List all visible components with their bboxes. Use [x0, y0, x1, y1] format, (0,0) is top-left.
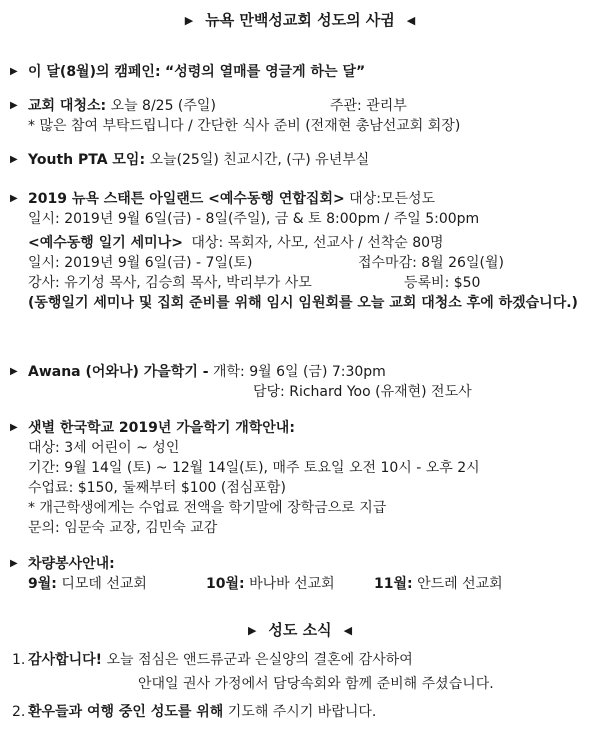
news-text: 기도해 주시기 바랍니다. — [227, 704, 377, 720]
korean-school-section — [10, 418, 588, 538]
awana-section — [10, 362, 588, 402]
awana-label: Awana (어와나) 가을학기 - — [28, 364, 209, 380]
page-header — [0, 10, 600, 31]
news-bold: 환우들과 여행 중인 성도를 위해 — [28, 704, 224, 720]
cleaning-label: 교회 대청소: — [28, 98, 107, 114]
seminar-title: <예수동행 일기 세미나> — [28, 235, 183, 251]
vehicle-item: 10월: 바나바 선교회 — [206, 576, 335, 592]
news-text-continued: 안대일 권사 가정에서 담당속회와 함께 준비해 주셨습니다. — [138, 676, 494, 692]
awana-lead: 담당: Richard Yoo (유재현) 전도사 — [253, 384, 472, 400]
news-title: 성도 소식 — [268, 621, 332, 639]
right-triangle-icon: ▶ — [247, 624, 257, 637]
campaign-text: “성령의 열매를 영글게 하는 달” — [165, 64, 366, 80]
news-bold: 감사합니다! — [28, 652, 103, 668]
seminar-fee: 등록비: $50 — [404, 275, 481, 291]
page-title: 뉴욕 만백성교회 성도의 사귐 — [205, 11, 395, 29]
cleaning-section — [10, 96, 588, 136]
school-fee: 수업료: $150, 둘째부터 $100 (점심포함) — [28, 480, 286, 496]
left-triangle-icon: ◀ — [343, 624, 353, 637]
vehicle-item: 11월: 안드레 선교회 — [374, 576, 503, 592]
seminar-date: 일시: 2019년 9월 6일(금) - 7일(토) — [28, 255, 253, 271]
bullet-icon: ▶ — [10, 66, 18, 77]
seminar-deadline: 접수마감: 8월 26일(월) — [358, 255, 504, 271]
island-section — [10, 189, 588, 313]
seminar-speakers: 강사: 유기성 목사, 김승희 목사, 박리부가 사모 — [28, 275, 312, 291]
school-target: 대상: 3세 어린이 ~ 성인 — [28, 440, 180, 456]
news-number: 2. — [12, 704, 26, 720]
vehicle-section — [10, 554, 588, 594]
youth-label: Youth PTA 모임: — [28, 152, 146, 168]
island-title: 2019 뉴욕 스태튼 아일랜드 <예수동행 연합집회> — [28, 191, 345, 207]
news-item — [12, 702, 588, 722]
island-target: 대상:모든성도 — [349, 191, 436, 207]
bullet-icon: ▶ — [10, 558, 18, 569]
school-period: 기간: 9월 14일 (토) ~ 12월 14일(토), 매주 토요일 오전 10시 - 오후 2시 — [28, 460, 480, 476]
news-text: 오늘 점심은 앤드류군과 은실양의 결혼에 감사하여 — [106, 652, 413, 668]
vehicle-item: 9월: 디모데 선교회 — [28, 576, 147, 592]
island-schedule: 일시: 2019년 9월 6일(금) - 8일(주일), 금 & 토 8:00pm / 주일 5:00pm — [28, 211, 480, 227]
news-header — [0, 620, 600, 641]
campaign-label: 이 달(8월)의 캠페인: — [28, 64, 161, 80]
youth-section — [10, 150, 588, 170]
cleaning-host: 주관: 관리부 — [330, 98, 407, 114]
awana-open: 개학: 9월 6일 (금) 7:30pm — [212, 364, 386, 380]
island-notice: (동행일기 세미나 및 집회 준비를 위해 임시 임원회를 오늘 교회 대청소 후에 하겠습니다.) — [28, 295, 578, 311]
bullet-icon: ▶ — [10, 193, 18, 204]
school-note: * 개근학생에게는 수업료 전액을 학기말에 장학금으로 지급 — [28, 500, 387, 516]
youth-text: 오늘(25일) 친교시간, (구) 유년부실 — [149, 152, 370, 168]
school-title: 샛별 한국학교 2019년 가을학기 개학안내: — [28, 420, 295, 436]
right-triangle-icon: ▶ — [184, 14, 194, 27]
left-triangle-icon: ◀ — [406, 14, 416, 27]
vehicle-title: 차량봉사안내: — [28, 556, 115, 572]
cleaning-note: * 많은 참여 부탁드립니다 / 간단한 식사 준비 (전재현 총남선교회 회장) — [28, 118, 461, 134]
bullet-icon: ▶ — [10, 422, 18, 433]
bullet-icon: ▶ — [10, 154, 18, 165]
bullet-icon: ▶ — [10, 100, 18, 111]
bullet-icon: ▶ — [10, 366, 18, 377]
cleaning-when: 오늘 8/25 (주일) — [110, 98, 216, 114]
seminar-target: 대상: 목회자, 사모, 선교사 / 선착순 80명 — [191, 235, 444, 251]
news-number: 1. — [12, 652, 26, 668]
campaign-section — [10, 62, 588, 82]
school-contact: 문의: 임문숙 교장, 김민숙 교감 — [28, 520, 218, 536]
news-item — [12, 650, 588, 694]
